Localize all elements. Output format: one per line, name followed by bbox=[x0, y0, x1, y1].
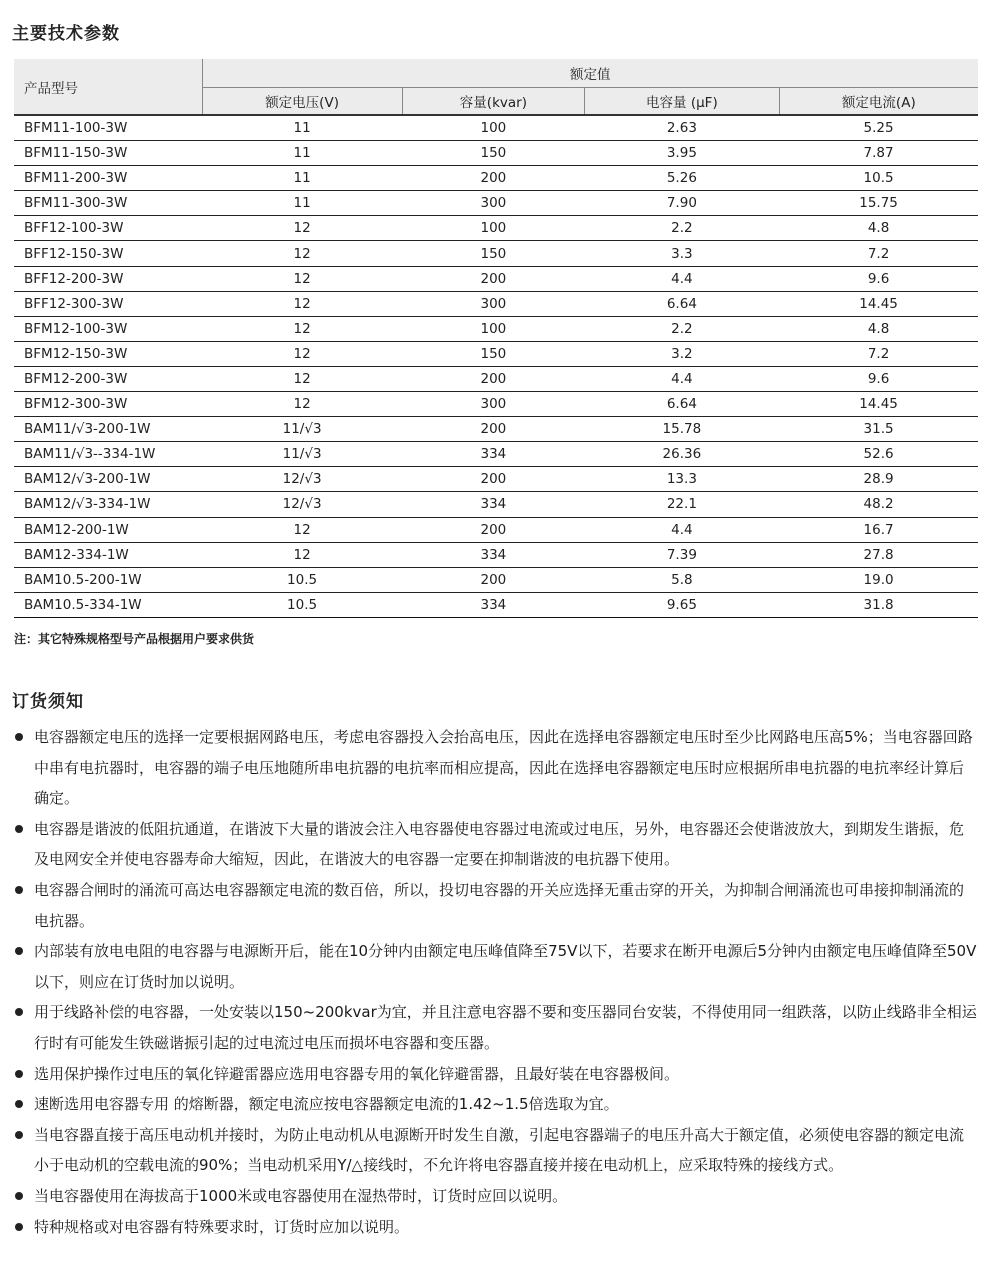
cell-model: BFF12-100-3W bbox=[14, 216, 202, 241]
cell-rated-current: 15.75 bbox=[779, 191, 978, 216]
cell-capacitance: 2.63 bbox=[585, 115, 780, 141]
cell-capacitance: 7.39 bbox=[585, 542, 780, 567]
table-row bbox=[14, 517, 978, 542]
list-item: 电容器额定电压的选择一定要根据网路电压，考虑电容器投入会抬高电压，因此在选择电容器额定电压时至少比网路电压高5%；当电容器回路中串有电抗器时，电容器的端子电压地随所串电抗器的电抗率而相应提高，因此在选择电容器额定电压时应根据所串电抗器的电抗率经计算后确定。 bbox=[14, 722, 978, 814]
cell-rated-current: 7.2 bbox=[779, 241, 978, 266]
cell-model: BAM12-200-1W bbox=[14, 517, 202, 542]
cell-model: BFM11-100-3W bbox=[14, 115, 202, 141]
cell-capacity: 334 bbox=[402, 592, 584, 617]
table-row bbox=[14, 417, 978, 442]
cell-capacity: 100 bbox=[402, 216, 584, 241]
cell-capacitance: 3.95 bbox=[585, 141, 780, 166]
table-row bbox=[14, 542, 978, 567]
ordering-notice-list bbox=[14, 722, 978, 1242]
table-row bbox=[14, 592, 978, 617]
cell-rated-voltage: 12 bbox=[202, 392, 402, 417]
cell-model: BFM11-300-3W bbox=[14, 191, 202, 216]
cell-model: BAM11/√3-200-1W bbox=[14, 417, 202, 442]
table-row bbox=[14, 316, 978, 341]
cell-capacity: 150 bbox=[402, 141, 584, 166]
cell-rated-voltage: 10.5 bbox=[202, 567, 402, 592]
cell-capacitance: 22.1 bbox=[585, 492, 780, 517]
cell-capacitance: 6.64 bbox=[585, 392, 780, 417]
spec-table-body bbox=[14, 115, 978, 617]
cell-capacitance: 4.4 bbox=[585, 366, 780, 391]
cell-capacitance: 5.26 bbox=[585, 166, 780, 191]
cell-rated-voltage: 12 bbox=[202, 266, 402, 291]
cell-capacitance: 3.3 bbox=[585, 241, 780, 266]
table-row bbox=[14, 442, 978, 467]
cell-rated-current: 9.6 bbox=[779, 366, 978, 391]
table-row bbox=[14, 166, 978, 191]
cell-rated-current: 31.5 bbox=[779, 417, 978, 442]
section-title-main-params: 主要技术参数 bbox=[12, 24, 120, 44]
list-item: 速断选用电容器专用 的熔断器，额定电流应按电容器额定电流的1.42~1.5倍选取为宜。 bbox=[14, 1089, 978, 1120]
list-item: 内部装有放电电阻的电容器与电源断开后，能在10分钟内由额定电压峰值降至75V以下，若要求在断开电源后5分钟内由额定电压峰值降至50V以下，则应在订货时加以说明。 bbox=[14, 936, 978, 997]
cell-rated-voltage: 12 bbox=[202, 216, 402, 241]
cell-rated-current: 4.8 bbox=[779, 316, 978, 341]
cell-rated-current: 14.45 bbox=[779, 392, 978, 417]
table-row bbox=[14, 467, 978, 492]
cell-model: BFM12-300-3W bbox=[14, 392, 202, 417]
cell-model: BFM11-150-3W bbox=[14, 141, 202, 166]
cell-rated-current: 10.5 bbox=[779, 166, 978, 191]
table-row bbox=[14, 241, 978, 266]
cell-model: BAM10.5-334-1W bbox=[14, 592, 202, 617]
table-row bbox=[14, 141, 978, 166]
header-rated-current: 额定电流(A) bbox=[779, 88, 978, 116]
table-row bbox=[14, 191, 978, 216]
cell-capacity: 200 bbox=[402, 467, 584, 492]
cell-capacity: 300 bbox=[402, 191, 584, 216]
cell-capacitance: 5.8 bbox=[585, 567, 780, 592]
list-item: 用于线路补偿的电容器，一处安装以150~200kvar为宜，并且注意电容器不要和变压器同台安装，不得使用同一组跌落，以防止线路非全相运行时有可能发生铁磁谐振引起的过电流过电压而损坏电容器和变压器。 bbox=[14, 997, 978, 1058]
cell-capacitance: 15.78 bbox=[585, 417, 780, 442]
table-row bbox=[14, 567, 978, 592]
cell-rated-current: 19.0 bbox=[779, 567, 978, 592]
cell-rated-voltage: 11 bbox=[202, 115, 402, 141]
cell-rated-current: 7.87 bbox=[779, 141, 978, 166]
cell-capacity: 300 bbox=[402, 392, 584, 417]
cell-model: BFF12-200-3W bbox=[14, 266, 202, 291]
cell-capacity: 200 bbox=[402, 166, 584, 191]
table-row bbox=[14, 492, 978, 517]
header-rated-voltage: 额定电压(V) bbox=[202, 88, 402, 116]
cell-model: BFM11-200-3W bbox=[14, 166, 202, 191]
cell-rated-voltage: 12/√3 bbox=[202, 492, 402, 517]
cell-rated-current: 28.9 bbox=[779, 467, 978, 492]
cell-rated-voltage: 12/√3 bbox=[202, 467, 402, 492]
cell-rated-current: 4.8 bbox=[779, 216, 978, 241]
cell-rated-voltage: 11 bbox=[202, 191, 402, 216]
cell-rated-voltage: 12 bbox=[202, 341, 402, 366]
header-model: 产品型号 bbox=[14, 59, 202, 115]
table-note: 注：其它特殊规格型号产品根据用户要求供货 bbox=[14, 632, 255, 646]
cell-capacitance: 26.36 bbox=[585, 442, 780, 467]
spec-table bbox=[14, 59, 978, 618]
cell-rated-current: 16.7 bbox=[779, 517, 978, 542]
list-item: 特种规格或对电容器有特殊要求时，订货时应加以说明。 bbox=[14, 1212, 978, 1243]
table-row bbox=[14, 392, 978, 417]
table-row bbox=[14, 115, 978, 141]
cell-model: BFF12-300-3W bbox=[14, 291, 202, 316]
cell-rated-current: 5.25 bbox=[779, 115, 978, 141]
cell-capacity: 100 bbox=[402, 115, 584, 141]
cell-capacity: 100 bbox=[402, 316, 584, 341]
list-item: 选用保护操作过电压的氧化锌避雷器应选用电容器专用的氧化锌避雷器，且最好装在电容器极间。 bbox=[14, 1059, 978, 1090]
cell-capacitance: 3.2 bbox=[585, 341, 780, 366]
cell-rated-current: 27.8 bbox=[779, 542, 978, 567]
cell-capacity: 200 bbox=[402, 517, 584, 542]
list-item: 电容器合闸时的涌流可高达电容器额定电流的数百倍，所以，投切电容器的开关应选择无重击穿的开关，为抑制合闸涌流也可串接抑制涌流的电抗器。 bbox=[14, 875, 978, 936]
cell-capacity: 200 bbox=[402, 417, 584, 442]
cell-model: BFM12-100-3W bbox=[14, 316, 202, 341]
cell-rated-voltage: 11 bbox=[202, 166, 402, 191]
spec-table-header bbox=[14, 59, 978, 115]
cell-capacity: 150 bbox=[402, 241, 584, 266]
list-item: 当电容器直接于高压电动机并接时，为防止电动机从电源断开时发生自激，引起电容器端子的电压升高大于额定值，必须使电容器的额定电流小于电动机的空载电流的90%；当电动机采用Y/△接线时，不允许将电容器直接并接在电动机上，应采取特殊的接线方式。 bbox=[14, 1120, 978, 1181]
header-capacitance: 电容量 (μF) bbox=[585, 88, 780, 116]
cell-capacity: 334 bbox=[402, 542, 584, 567]
cell-rated-voltage: 10.5 bbox=[202, 592, 402, 617]
cell-rated-voltage: 12 bbox=[202, 366, 402, 391]
cell-rated-current: 7.2 bbox=[779, 341, 978, 366]
cell-rated-voltage: 11/√3 bbox=[202, 417, 402, 442]
cell-model: BFM12-200-3W bbox=[14, 366, 202, 391]
table-row bbox=[14, 366, 978, 391]
cell-rated-voltage: 11/√3 bbox=[202, 442, 402, 467]
cell-rated-current: 14.45 bbox=[779, 291, 978, 316]
cell-rated-current: 9.6 bbox=[779, 266, 978, 291]
list-item: 当电容器使用在海拔高于1000米或电容器使用在湿热带时，订货时应回以说明。 bbox=[14, 1181, 978, 1212]
cell-rated-voltage: 11 bbox=[202, 141, 402, 166]
cell-model: BAM12/√3-334-1W bbox=[14, 492, 202, 517]
cell-rated-voltage: 12 bbox=[202, 241, 402, 266]
cell-capacity: 334 bbox=[402, 492, 584, 517]
cell-capacitance: 9.65 bbox=[585, 592, 780, 617]
cell-model: BFM12-150-3W bbox=[14, 341, 202, 366]
table-row bbox=[14, 291, 978, 316]
cell-capacitance: 6.64 bbox=[585, 291, 780, 316]
cell-capacitance: 7.90 bbox=[585, 191, 780, 216]
table-row bbox=[14, 216, 978, 241]
cell-capacity: 200 bbox=[402, 567, 584, 592]
cell-capacitance: 2.2 bbox=[585, 216, 780, 241]
cell-capacitance: 2.2 bbox=[585, 316, 780, 341]
table-row bbox=[14, 266, 978, 291]
cell-capacity: 334 bbox=[402, 442, 584, 467]
cell-capacitance: 4.4 bbox=[585, 517, 780, 542]
cell-model: BAM10.5-200-1W bbox=[14, 567, 202, 592]
section-title-ordering: 订货须知 bbox=[12, 692, 84, 712]
cell-rated-voltage: 12 bbox=[202, 542, 402, 567]
cell-rated-current: 48.2 bbox=[779, 492, 978, 517]
cell-model: BAM12-334-1W bbox=[14, 542, 202, 567]
header-rated-values: 额定值 bbox=[202, 59, 978, 88]
list-item: 电容器是谐波的低阻抗通道，在谐波下大量的谐波会注入电容器使电容器过电流或过电压，另外，电容器还会使谐波放大，到期发生谐振，危及电网安全并使电容器寿命大缩短，因此，在谐波大的电容器一定要在抑制谐波的电抗器下使用。 bbox=[14, 814, 978, 875]
cell-rated-current: 31.8 bbox=[779, 592, 978, 617]
cell-capacity: 300 bbox=[402, 291, 584, 316]
cell-capacity: 200 bbox=[402, 266, 584, 291]
cell-capacity: 200 bbox=[402, 366, 584, 391]
cell-capacitance: 13.3 bbox=[585, 467, 780, 492]
cell-capacity: 150 bbox=[402, 341, 584, 366]
cell-model: BAM11/√3--334-1W bbox=[14, 442, 202, 467]
cell-model: BFF12-150-3W bbox=[14, 241, 202, 266]
cell-rated-voltage: 12 bbox=[202, 517, 402, 542]
table-row bbox=[14, 341, 978, 366]
header-capacity: 容量(kvar) bbox=[402, 88, 584, 116]
cell-rated-voltage: 12 bbox=[202, 291, 402, 316]
cell-model: BAM12/√3-200-1W bbox=[14, 467, 202, 492]
cell-rated-voltage: 12 bbox=[202, 316, 402, 341]
cell-rated-current: 52.6 bbox=[779, 442, 978, 467]
cell-capacitance: 4.4 bbox=[585, 266, 780, 291]
